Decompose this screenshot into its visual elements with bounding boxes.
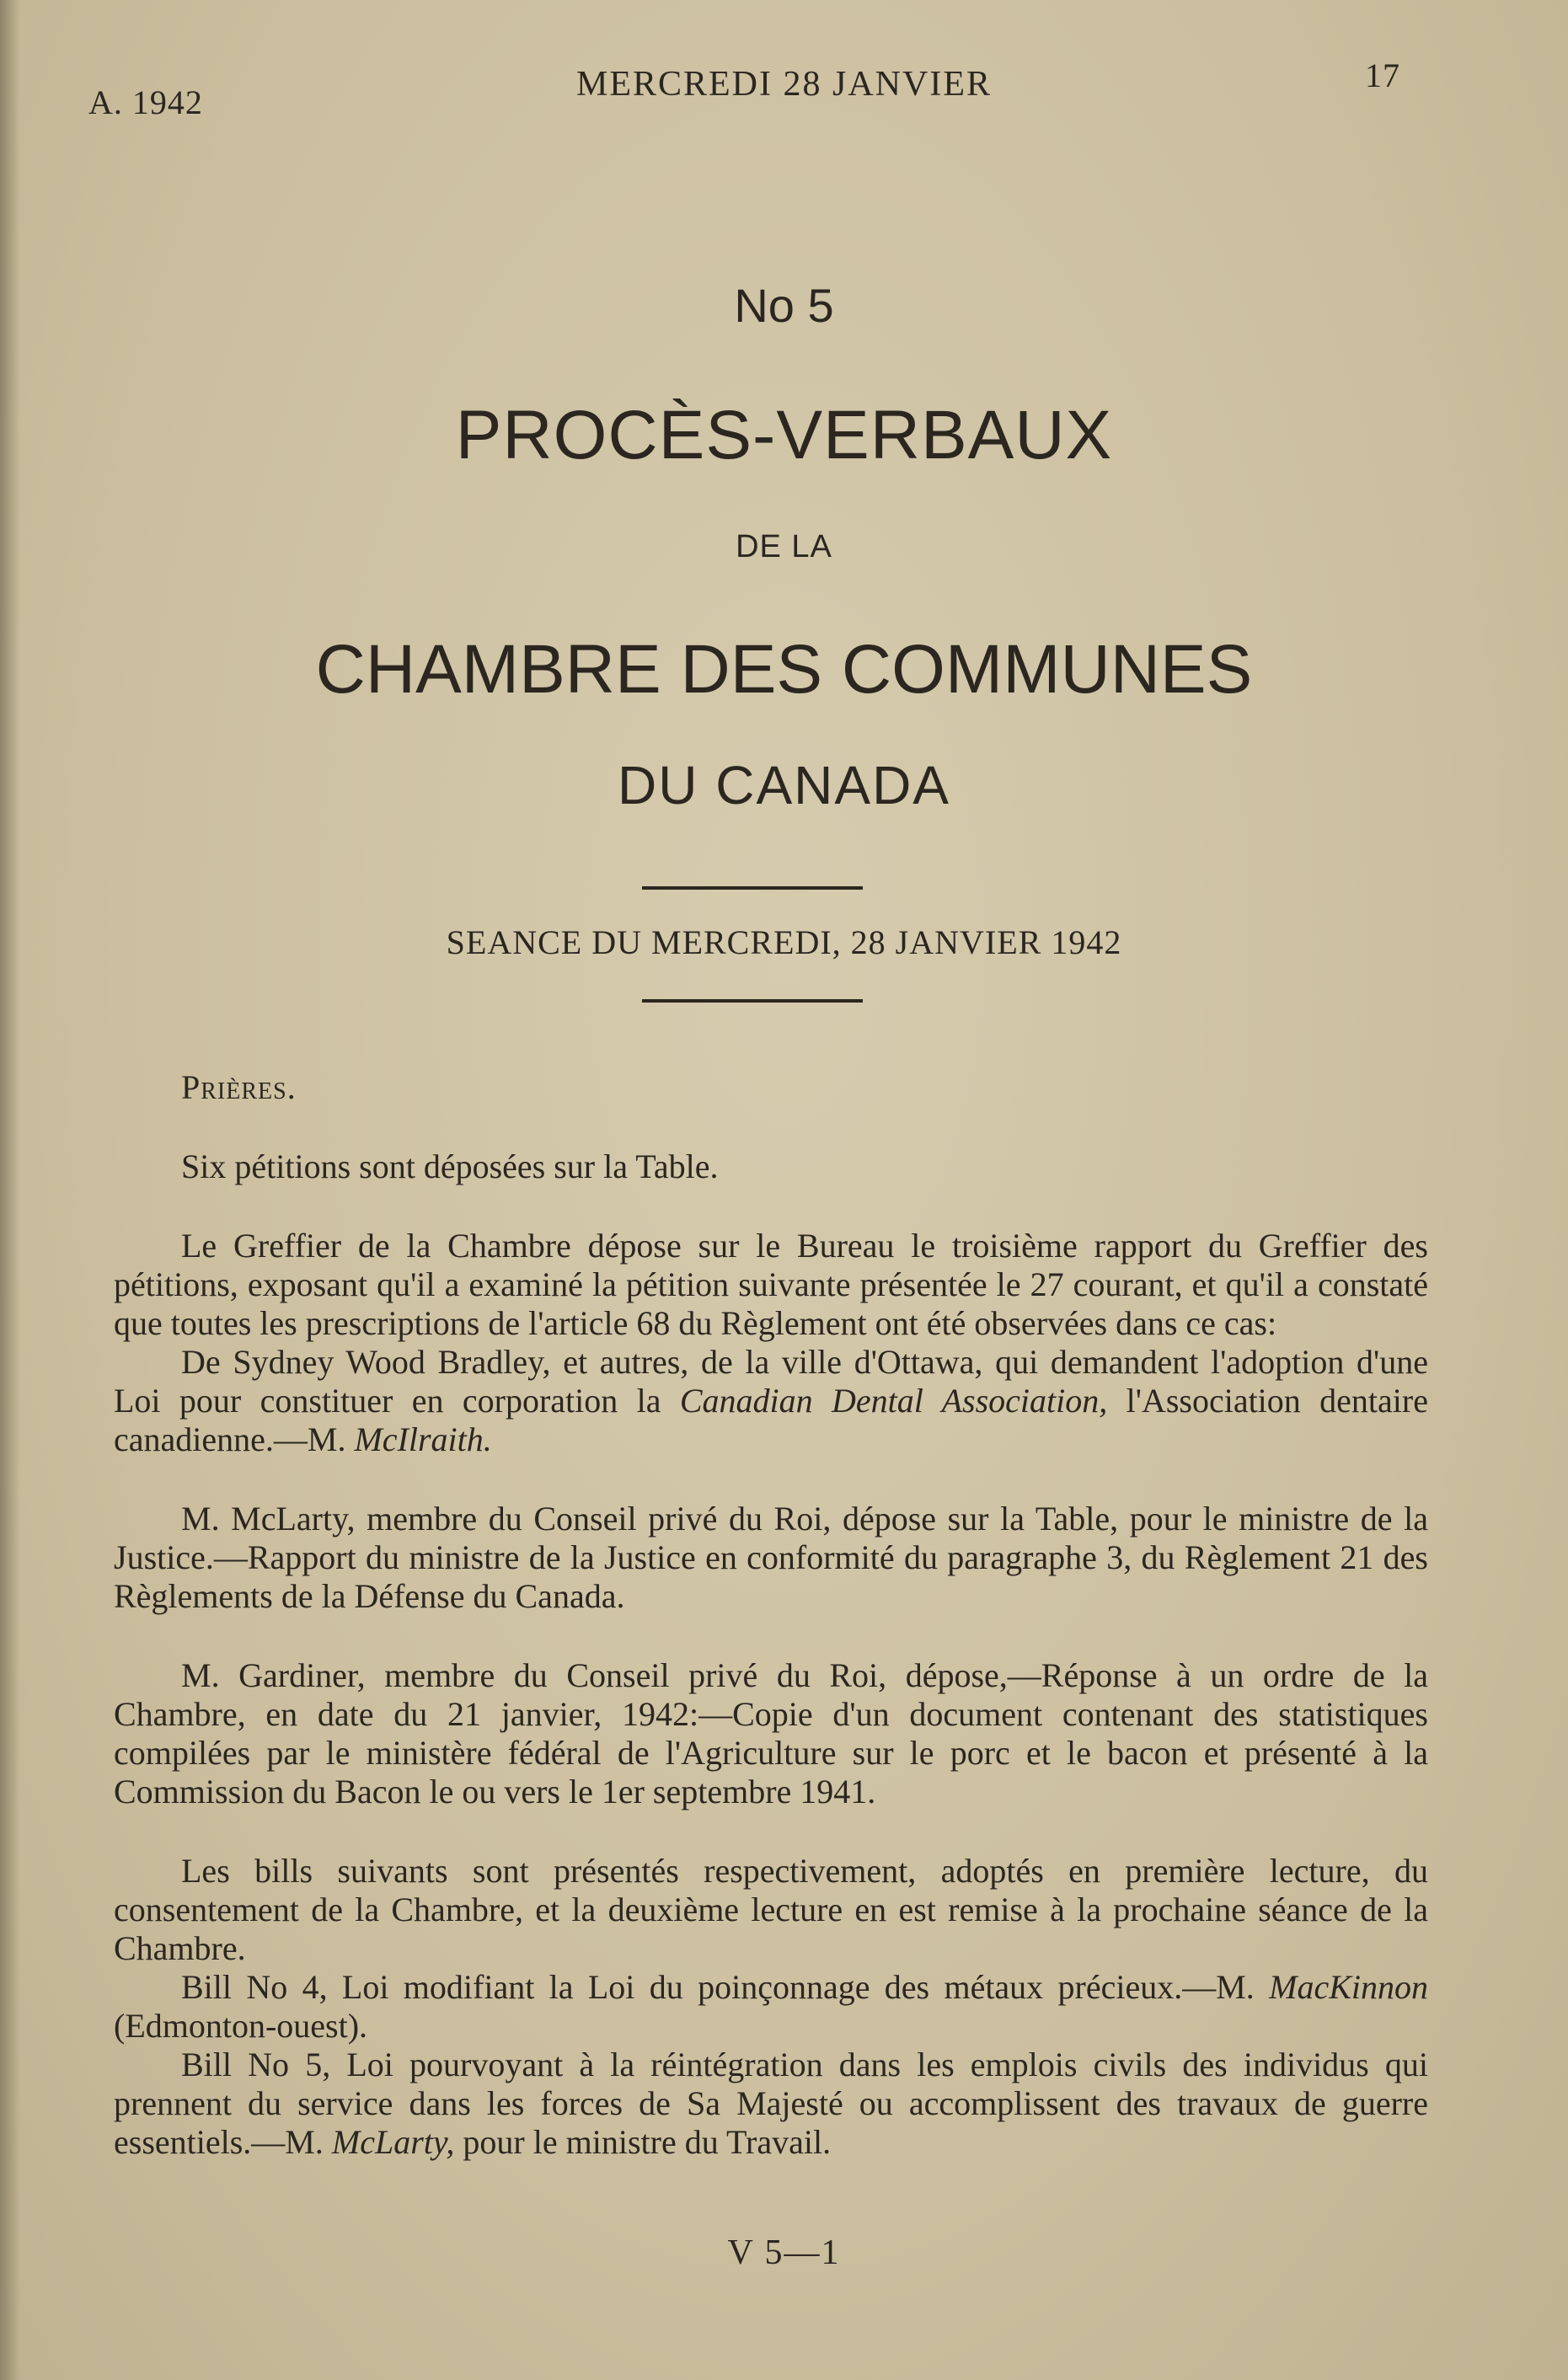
bill-4-text: Bill No 4, Loi modifiant la Loi du poinçonnage des métaux précieux.—M.	[181, 1968, 1270, 2006]
title-connector: DE LA	[736, 529, 832, 564]
bills-intro-paragraph: Les bills suivants sont présentés respectivement, adoptés en première lecture, du consentement de la Chambre, et la deuxième lecture en est remise à la prochaine séance de la Chambre.	[114, 1852, 1428, 1967]
bill-5-member: McLarty,	[331, 2123, 455, 2161]
page-number: 17	[1365, 56, 1400, 94]
bill-5-text: Bill No 5, Loi pourvoyant à la réintégration dans les emplois civils des individus qui prennent du service dans les forces de Sa Majesté ou accomplissent des travaux de guerre essentiels.—M.	[114, 2046, 1428, 2161]
association-name: Canadian Dental Association,	[679, 1382, 1108, 1420]
prayers-line: Prières.	[181, 1068, 297, 1106]
petitions-paragraph: Six pétitions sont déposées sur la Table.	[181, 1147, 719, 1185]
running-header-date: MERCREDI 28 JANVIER	[575, 65, 992, 104]
bradley-petition-paragraph	[114, 1343, 1428, 1459]
clerk-report-paragraph: Le Greffier de la Chambre dépose sur le Bureau le troisième rapport du Greffier des pétitions, exposant qu'il a examiné la pétition suivante présentée le 27 courant, et qu'il a constaté que toutes les prescriptions de l'article 68 du Règlement ont été observées dans ce cas:	[114, 1227, 1428, 1342]
divider-top	[642, 886, 863, 890]
institution-name: CHAMBRE DES COMMUNES	[315, 631, 1253, 708]
bill-5-paragraph	[114, 2046, 1428, 2162]
member-name: McIlraith.	[354, 1420, 492, 1458]
bill-5-text-end: pour le ministre du Travail.	[454, 2123, 832, 2161]
mclarty-paragraph: M. McLarty, membre du Conseil privé du Roi, dépose sur la Table, pour le ministre de la Justice.—Rapport du ministre de la Justice en conformité du paragraphe 3, du Règlement 21 des Règlements de la Défense du Canada.	[114, 1500, 1428, 1615]
bill-4-riding: (Edmonton-ouest).	[114, 2007, 368, 2045]
gardiner-paragraph: M. Gardiner, membre du Conseil privé du Roi, dépose,—Réponse à un ordre de la Chambre, en date du 21 janvier, 1942:—Copie d'un document contenant des statistiques compilées par le ministère fédéral de l'Agriculture sur le porc et le bacon et présenté à la Commission du Bacon le ou vers le 1er septembre 1941.	[114, 1656, 1428, 1810]
bradley-text-cont: l'Association dentaire canadienne.—M.	[114, 1382, 1428, 1458]
bradley-text: De Sydney Wood Bradley, et autres, de la ville d'Ottawa, qui demandent l'adoption d'une Loi pour constituer en corporation la	[114, 1343, 1428, 1420]
session-heading: SEANCE DU MERCREDI, 28 JANVIER 1942	[446, 923, 1122, 961]
divider-bottom	[642, 999, 863, 1003]
country-name: DU CANADA	[618, 755, 950, 816]
bill-4-member: MacKinnon	[1269, 1968, 1428, 2006]
issue-number: No 5	[734, 279, 834, 332]
document-title: PROCÈS-VERBAUX	[455, 397, 1113, 473]
bill-4-paragraph	[114, 1968, 1428, 2046]
signature-mark: V 5—1	[727, 2233, 841, 2272]
running-header-year: A. 1942	[88, 83, 203, 121]
proceedings-body	[114, 1068, 1428, 2162]
